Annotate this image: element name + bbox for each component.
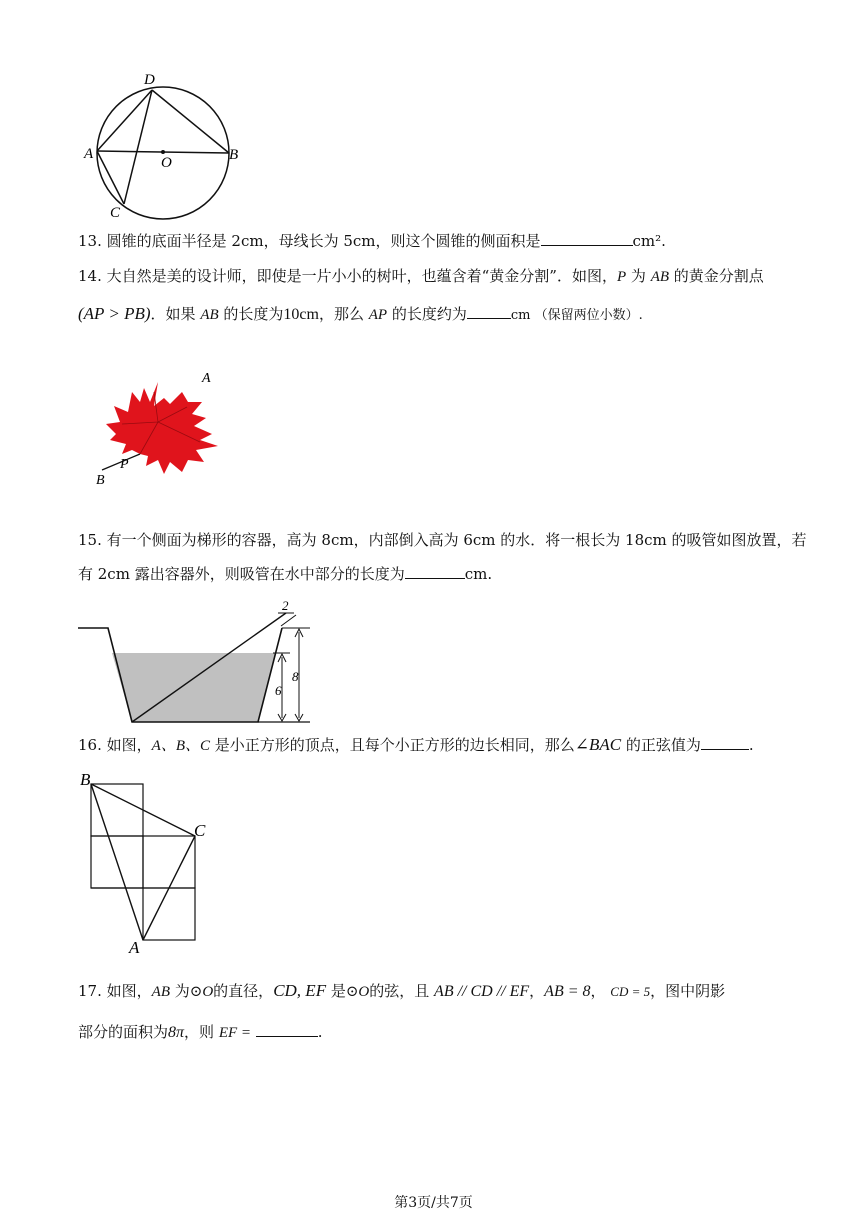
q14-length: 10cm bbox=[283, 306, 319, 323]
q17-text-b: 为⊙ bbox=[169, 982, 203, 1000]
q17-o: O bbox=[202, 984, 214, 1000]
label-b: B bbox=[229, 147, 239, 163]
grid-lines bbox=[91, 784, 195, 940]
q14-segment-ab-2: AB bbox=[200, 307, 219, 323]
q16-text-c: 的正弦值为 bbox=[621, 736, 701, 754]
q17-text-f: ， bbox=[529, 982, 545, 1000]
q13-number: 13. bbox=[78, 232, 102, 250]
label-6: 6 bbox=[275, 683, 282, 698]
maple-leaf-figure bbox=[92, 362, 232, 490]
q14-answer-blank[interactable] bbox=[467, 304, 511, 319]
page-footer bbox=[0, 1192, 867, 1212]
q17-ab: AB bbox=[151, 984, 170, 1000]
q14-text-e: 的长度为 bbox=[218, 305, 284, 323]
q13-text: 圆锥的底面半径是 2cm，母线长为 5cm，则这个圆锥的侧面积是 bbox=[106, 232, 541, 250]
q16-angle: ∠BAC bbox=[574, 735, 622, 754]
q17-text-d: 是⊙ bbox=[326, 982, 359, 1000]
q16-text-a: 如图， bbox=[106, 736, 152, 754]
q13-answer-blank[interactable] bbox=[541, 231, 633, 246]
q14-point-p: P bbox=[616, 269, 627, 285]
q17-o-2: O bbox=[358, 984, 370, 1000]
label-b: B bbox=[80, 770, 91, 789]
label-c: C bbox=[194, 821, 206, 840]
q17-cd-value: CD = 5 bbox=[610, 984, 651, 999]
question-17-line-2 bbox=[78, 1022, 323, 1043]
q15-unit: cm. bbox=[464, 565, 493, 583]
q16-end: . bbox=[748, 736, 754, 754]
question-13 bbox=[78, 231, 666, 251]
q15-number: 15. bbox=[78, 531, 102, 549]
q17-ef: EF = bbox=[218, 1025, 252, 1041]
q17-answer-blank[interactable] bbox=[256, 1022, 318, 1037]
question-14-line-1 bbox=[78, 266, 764, 287]
label-a: A bbox=[202, 371, 211, 386]
q17-cd-ef: CD, EF bbox=[273, 981, 327, 1000]
circle-figure bbox=[80, 66, 250, 226]
q17-text-h: ，图中阴影 bbox=[650, 982, 726, 1000]
q17-text-i: 部分的面积为 bbox=[78, 1023, 169, 1041]
q17-number: 17. bbox=[78, 982, 102, 1000]
center-point bbox=[161, 150, 165, 154]
q14-text-c: 的黄金分割点 bbox=[669, 267, 764, 285]
q17-area: 8π bbox=[168, 1024, 185, 1041]
page-number: 第3页/共7页 bbox=[394, 1195, 473, 1211]
q17-text-a: 如图， bbox=[106, 982, 152, 1000]
q17-text-e: 的弦，且 bbox=[369, 982, 435, 1000]
q17-text-c: 的直径， bbox=[213, 982, 274, 1000]
water-region bbox=[112, 653, 275, 722]
label-8: 8 bbox=[292, 669, 299, 684]
q17-parallel: AB // CD // EF bbox=[434, 983, 530, 1000]
label-d: D bbox=[144, 72, 155, 88]
question-14-line-2 bbox=[78, 304, 643, 326]
dimension-2 bbox=[281, 615, 296, 626]
q14-text-a: 大自然是美的设计师，即使是一片小小的树叶，也蕴含着“黄金分割”．如图， bbox=[106, 267, 617, 285]
q17-text-j: ，则 bbox=[184, 1023, 219, 1041]
q14-segment-ab: AB bbox=[650, 269, 670, 285]
label-2: 2 bbox=[282, 598, 289, 613]
q15-text-b: 有 2cm 露出容器外，则吸管在水中部分的长度为 bbox=[78, 565, 405, 583]
question-15-line-2 bbox=[78, 564, 492, 584]
q14-text-g: 的长度约为 bbox=[387, 305, 467, 323]
label-b: B bbox=[96, 473, 105, 488]
q15-answer-blank[interactable] bbox=[405, 564, 465, 579]
label-a: A bbox=[129, 938, 140, 957]
label-a: A bbox=[84, 146, 94, 162]
q16-text-b: 是小正方形的顶点，且每个小正方形的边长相同，那么 bbox=[210, 736, 575, 754]
q17-text-g: ， bbox=[590, 982, 611, 1000]
q17-end: . bbox=[317, 1023, 323, 1041]
q14-condition: (AP > PB) bbox=[78, 304, 151, 323]
q14-text-f: ，那么 bbox=[318, 305, 369, 323]
q15-text-a: 有一个侧面为梯形的容器，高为 8cm，内部倒入高为 6cm 的水．将一根长为 18cm 的吸管如图放置，若 bbox=[106, 531, 807, 549]
q13-unit: cm². bbox=[632, 232, 666, 250]
q14-unit: cm （保留两位小数）. bbox=[510, 308, 643, 323]
q14-text-b: 为 bbox=[626, 267, 651, 285]
q14-text-d: ．如果 bbox=[150, 305, 201, 323]
question-17-line-1 bbox=[78, 981, 725, 1002]
q16-answer-blank[interactable] bbox=[701, 735, 749, 750]
container-figure bbox=[78, 598, 318, 728]
label-c: C bbox=[110, 205, 121, 221]
q17-ab-value: AB = 8 bbox=[544, 983, 591, 1000]
segment-ba bbox=[91, 784, 143, 940]
segment-dc bbox=[124, 90, 152, 204]
label-p: P bbox=[120, 457, 129, 472]
grid-figure bbox=[72, 768, 222, 958]
label-o: O bbox=[161, 155, 172, 171]
q16-number: 16. bbox=[78, 736, 102, 754]
q16-points: A、B、C bbox=[151, 738, 210, 754]
q14-segment-ap: AP bbox=[368, 307, 388, 323]
q14-number: 14. bbox=[78, 267, 102, 285]
segment-db bbox=[152, 90, 229, 153]
question-15-line-1 bbox=[78, 530, 807, 550]
question-16 bbox=[78, 735, 754, 756]
